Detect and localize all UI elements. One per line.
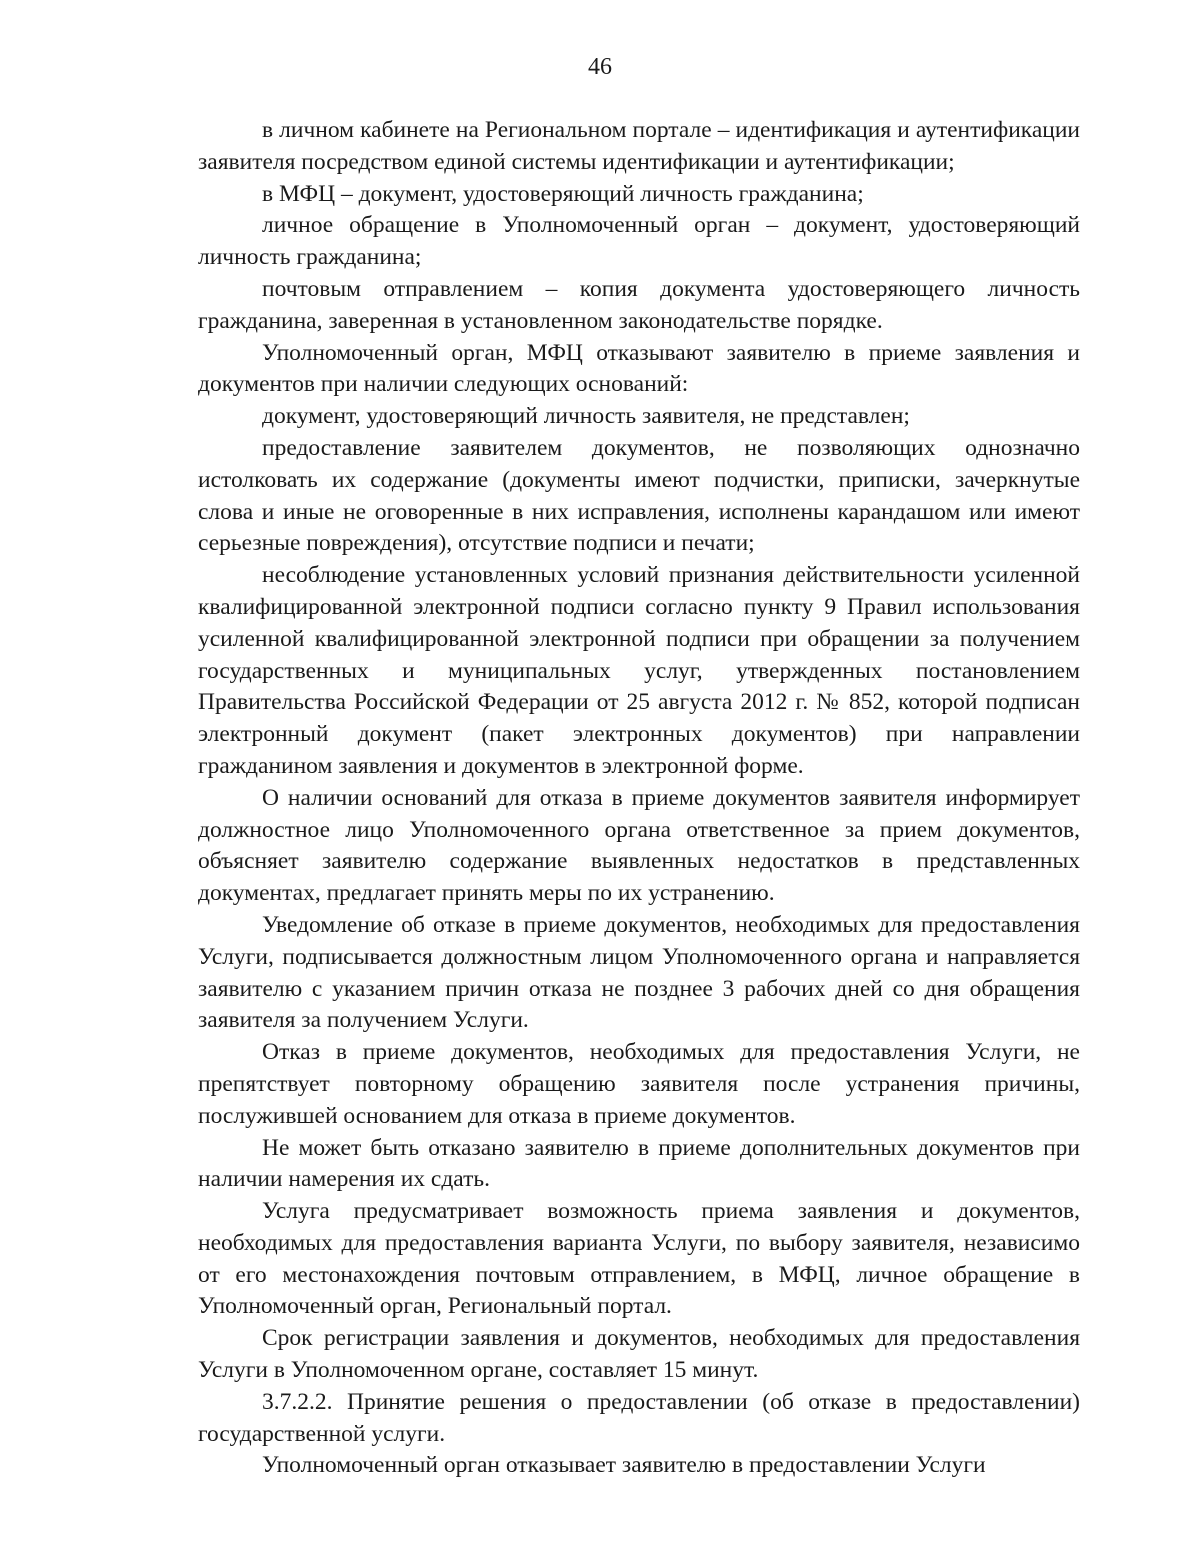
paragraph: несоблюдение установленных условий признания действительности усиленной квалифицированной электронной подписи согласно пункту 9 Правил использования усиленной квалифицированной электронной подписи при обращении за получением государственных и муниципальных услуг, утвержденных постановлением Правительства Российской Федерации от 25 августа 2012 г. № 852, которой подписан электронный документ (пакет электронных документов) при направлении гражданином заявления и документов в электронной форме. [198, 562, 1080, 779]
paragraph: 3.7.2.2. Принятие решения о предоставлении (об отказе в предоставлении) государственной услуги. [198, 1388, 1080, 1447]
paragraph: Уведомление об отказе в приеме документов, необходимых для предоставления Услуги, подписывается должностным лицом Уполномоченного органа и направляется заявителю с указанием причин отказа не позднее 3 рабочих дней со дня обращения заявителя за получением Услуги. [198, 911, 1080, 1034]
paragraph: Уполномоченный орган, МФЦ отказывают заявителю в приеме заявления и документов при наличии следующих оснований: [198, 339, 1080, 398]
paragraph: Срок регистрации заявления и документов, необходимых для предоставления Услуги в Уполномоченном органе, составляет 15 минут. [198, 1325, 1080, 1384]
document-body [198, 115, 1080, 1482]
paragraph: предоставление заявителем документов, не позволяющих однозначно истолковать их содержание (документы имеют подчистки, приписки, зачеркнутые слова и иные не оговоренные в них исправления, исполнены карандашом или имеют серьезные повреждения), отсутствие подписи и печати; [198, 434, 1080, 557]
paragraph: Отказ в приеме документов, необходимых для предоставления Услуги, не препятствует повторному обращению заявителя после устранения причины, послужившей основанием для отказа в приеме документов. [198, 1039, 1080, 1129]
paragraph: в личном кабинете на Региональном портале – идентификация и аутентификации заявителя посредством единой системы идентификации и аутентификации; [198, 117, 1080, 175]
paragraph: документ, удостоверяющий личность заявителя, не представлен; [262, 403, 910, 430]
page-number: 46 [588, 54, 612, 80]
paragraph: О наличии оснований для отказа в приеме документов заявителя информирует должностное лицо Уполномоченного органа ответственное за прием документов, объясняет заявителю содержание выявленных недостатков в представленных документах, предлагает принять меры по их устранению. [198, 784, 1080, 907]
paragraph: Уполномоченный орган отказывает заявителю в предоставлении Услуги [262, 1452, 986, 1479]
paragraph: в МФЦ – документ, удостоверяющий личность гражданина; [262, 180, 864, 207]
paragraph: почтовым отправлением – копия документа удостоверяющего личность гражданина, заверенная в установленном законодательстве порядке. [198, 275, 1080, 334]
paragraph: Услуга предусматривает возможность приема заявления и документов, необходимых для предоставления варианта Услуги, по выбору заявителя, независимо от его местонахождения почтовым отправлением, в МФЦ, личное обращение в Уполномоченный орган, Региональный портал. [198, 1198, 1080, 1320]
paragraph: личное обращение в Уполномоченный орган – документ, удостоверяющий личность гражданина; [198, 212, 1080, 271]
paragraph: Не может быть отказано заявителю в приеме дополнительных документов при наличии намерения их сдать. [198, 1134, 1080, 1193]
